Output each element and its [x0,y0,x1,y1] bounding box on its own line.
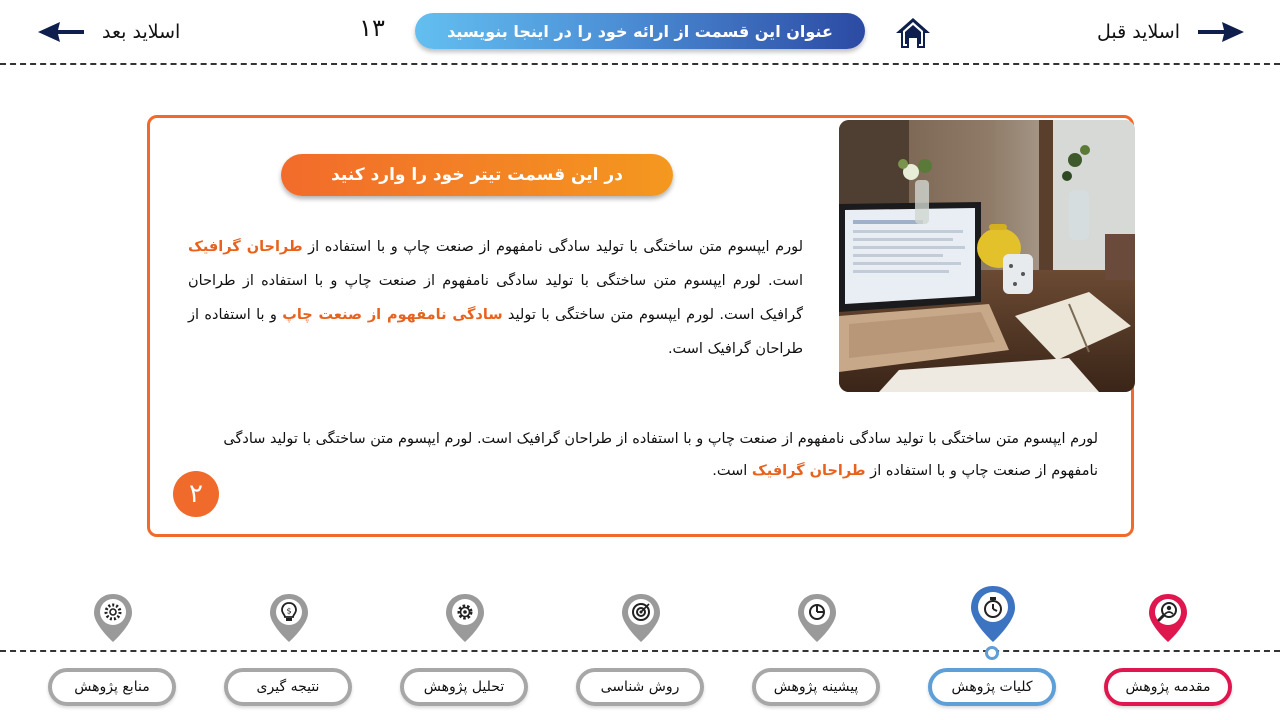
nav-item-conclusion[interactable]: نتیجه گیری [224,668,352,706]
nav-item-generalities[interactable]: کلیات پژوهش [928,668,1056,706]
paragraph-text: لورم ایپسوم متن ساختگی با تولید سادگی نامفهوم از صنعت چاپ و با استفاده از طراحان گرافیک است. لورم ایپسوم متن ساختگی با تولید سادگی نامفهوم از صنعت چاپ و با استفاده از [223,431,1098,479]
pie-chart-icon[interactable] [796,592,838,644]
lightbulb-dollar-icon[interactable] [268,592,310,644]
highlight-text: طراحان گرافیک [188,239,303,255]
next-slide-label: اسلاید بعد [102,21,181,43]
nav-item-analysis[interactable]: تحلیل پژوهش [400,668,528,706]
gear-icon[interactable] [444,592,486,644]
top-divider [0,63,1280,65]
slide-number: ۱۳ [359,14,385,42]
svg-text:$: $ [286,606,292,616]
gear-badge-icon[interactable] [92,592,134,644]
nav-item-literature[interactable]: پیشینه پژوهش [752,668,880,706]
paragraph-primary [188,230,803,366]
magnifier-person-icon[interactable] [1147,592,1189,644]
nav-item-introduction[interactable]: مقدمه پژوهش [1104,668,1232,706]
paragraph-secondary [210,423,1098,487]
page-badge: ۲ [173,471,219,517]
previous-slide-label: اسلاید قبل [1096,21,1180,43]
target-icon[interactable] [620,592,662,644]
active-section-marker [985,646,999,660]
home-icon[interactable] [895,16,931,50]
section-title: عنوان این قسمت از ارائه خود را در اینجا بنویسید [415,13,865,49]
content-card [147,115,1134,537]
paragraph-text: است. لورم ایپسوم متن ساختگی با تولید سادگی نامفهوم از صنعت چاپ و با استفاده از طراحان گرافیک است. لورم ایپسوم متن ساختگی با تولید [188,273,803,323]
card-title: در این قسمت تیتر خود را وارد کنید [281,154,673,196]
desk-laptop-photo [839,120,1135,392]
arrow-left-icon [38,20,84,44]
stopwatch-icon[interactable] [969,584,1017,644]
top-bar [0,0,1280,64]
paragraph-text: لورم ایپسوم متن ساختگی با تولید سادگی نامفهوم از صنعت چاپ و با استفاده از [302,239,803,255]
highlight-text: سادگی نامفهوم از صنعت چاپ [282,307,503,323]
previous-slide-button[interactable] [1097,14,1244,50]
highlight-text: طراحان گرافیک [751,463,866,479]
arrow-right-icon [1198,20,1244,44]
bottom-divider [0,650,1280,652]
paragraph-text: است. [712,463,752,479]
paragraph-text: و با استفاده از طراحان گرافیک است. [188,307,803,357]
next-slide-button[interactable] [38,14,180,50]
nav-item-references[interactable]: منابع پژوهش [48,668,176,706]
nav-item-methodology[interactable]: روش شناسی [576,668,704,706]
